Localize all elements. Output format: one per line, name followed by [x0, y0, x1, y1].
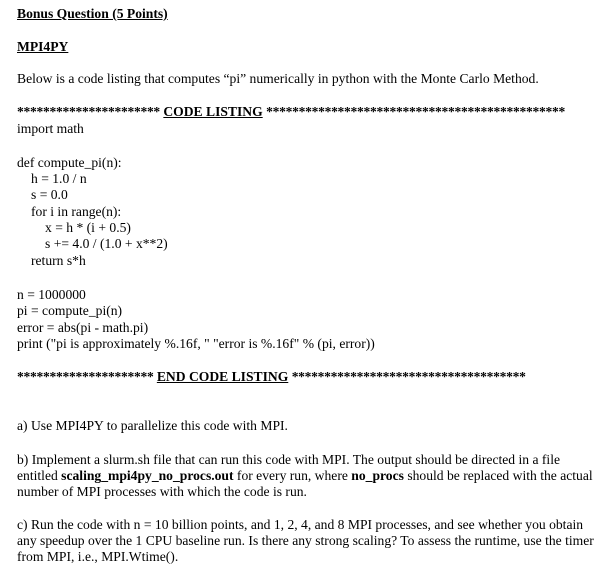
code-line: def compute_pi(n): — [17, 155, 122, 170]
code-listing-end-banner — [17, 369, 526, 385]
code-listing-start-banner — [17, 104, 565, 120]
question-a: a) Use MPI4PY to parallelize this code with MPI. — [17, 418, 288, 433]
question-c: c) Run the code with n = 10 billion points, and 1, 2, 4, and 8 MPI processes, and see whether you obtain any speedup over the 1 CPU baseline run. Is there any strong scaling? To assess the runtime, use the timer from MPI, i.e., MPI.Wtime(). — [17, 517, 594, 564]
question-b-text: for every run, where — [233, 468, 352, 483]
output-filename: scaling_mpi4py_no_procs.out — [61, 468, 234, 483]
code-line: n = 1000000 — [17, 287, 86, 302]
code-line: s = 0.0 — [31, 187, 68, 202]
code-line: h = 1.0 / n — [31, 171, 87, 186]
code-line: import math — [17, 121, 84, 136]
banner-stars-left: ********************** — [17, 104, 160, 119]
question-subheading: MPI4PY — [17, 39, 69, 54]
banner-stars-right: ********************************************** — [266, 104, 565, 119]
code-line: return s*h — [31, 253, 86, 268]
question-b — [17, 452, 597, 500]
banner-stars-left: ********************* — [17, 369, 154, 384]
banner-label: CODE LISTING — [163, 104, 263, 119]
question-heading: Bonus Question (5 Points) — [17, 6, 168, 21]
intro-text: Below is a code listing that computes “pi” numerically in python with the Monte Carlo Method. — [17, 71, 539, 86]
code-line: pi = compute_pi(n) — [17, 303, 123, 318]
question-b-text: b) Implement a slurm.sh file that can run this code with MPI. The output should be directed in a file entitled — [17, 452, 560, 483]
banner-stars-right: ************************************ — [291, 369, 526, 384]
code-line: x = h * (i + 0.5) — [45, 220, 131, 235]
code-line: print ("pi is approximately %.16f, " "error is %.16f" % (pi, error)) — [17, 336, 375, 351]
banner-label: END CODE LISTING — [156, 369, 289, 384]
code-line: s += 4.0 / (1.0 + x**2) — [45, 236, 168, 251]
code-line: error = abs(pi - math.pi) — [17, 320, 149, 335]
no-procs-term: no_procs — [351, 468, 404, 483]
code-line: for i in range(n): — [31, 204, 122, 219]
question-b-text: should be replaced with the actual number of MPI processes with which the code is run. — [17, 468, 593, 499]
